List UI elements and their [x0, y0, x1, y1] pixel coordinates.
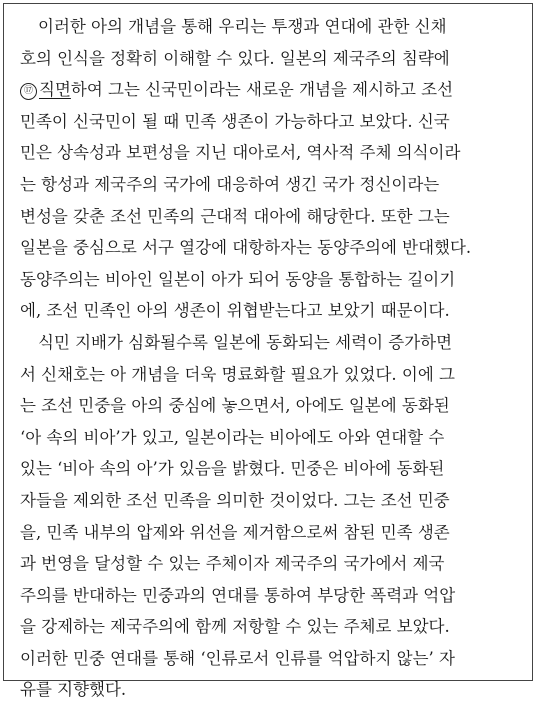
p1-line-10: 에, 조선 민족인 아의 생존이 위협받는다고 보았기 때문이다. [20, 301, 450, 321]
underlined-word: 직면 [39, 80, 71, 100]
p1-line-5: 민은 상속성과 보편성을 지닌 대아로서, 역사적 주체 의식이라 [20, 143, 461, 163]
underline-marker-17: ⑰ [20, 83, 37, 100]
p2-line-7: 을, 민족 내부의 압제와 위선을 제거함으로써 참된 민족 생존 [20, 522, 450, 542]
p2-line-12: 유를 지향했다. [20, 680, 127, 700]
p2-line-11: 이러한 민중 연대를 통해 ‘인류로서 인류를 억압하지 않는’ 자 [20, 648, 455, 668]
p2-line-1: 식민 지배가 심화될수록 일본에 동화되는 세력이 증가하면 [38, 332, 453, 352]
p2-line-6: 자들을 제외한 조선 민족을 의미한 것이었다. 그는 조선 민중 [20, 490, 450, 510]
p1-line-7: 변성을 갖춘 조선 민족의 근대적 대아에 해당한다. 또한 그는 [20, 206, 450, 226]
p2-line-8: 과 번영을 달성할 수 있는 주체이자 제국주의 국가에서 제국 [20, 554, 445, 574]
p2-line-10: 을 강제하는 제국주의에 함께 저항할 수 있는 주체로 보았다. [20, 617, 450, 637]
p1-line-3 [20, 74, 530, 106]
passage-box [3, 3, 533, 700]
p1-line-9: 동양주의는 비아인 일본이 아가 되어 동양을 통합하는 길이기 [20, 269, 456, 289]
p1-line-3-rest: 하여 그는 신국민이라는 새로운 개념을 제시하고 조선 [70, 80, 454, 100]
passage-text [20, 11, 530, 706]
p1-line-4: 민족이 신국민이 될 때 민족 생존이 가능하다고 보았다. 신국 [20, 111, 450, 131]
p2-line-2: 서 신채호는 아 개념을 더욱 명료화할 필요가 있었다. 이에 그 [20, 364, 455, 384]
p1-line-8: 일본을 중심으로 서구 열강에 대항하자는 동양주의에 반대했다. [20, 238, 472, 258]
p2-line-5: 있는 ‘비아 속의 아’가 있음을 밝혔다. 민중은 비아에 동화된 [20, 459, 445, 479]
p1-line-2: 호의 인식을 정확히 이해할 수 있다. 일본의 제국주의 침략에 [20, 48, 450, 68]
p2-line-3: 는 조선 민중을 아의 중심에 놓으면서, 아에도 일본에 동화된 [20, 396, 450, 416]
p2-line-4: ‘아 속의 비아’가 있고, 일본이라는 비아에도 아와 연대할 수 [20, 427, 445, 447]
p2-line-9: 주의를 반대하는 민중과의 연대를 통하여 부당한 폭력과 억압 [20, 585, 456, 605]
p1-line-1: 이러한 아의 개념을 통해 우리는 투쟁과 연대에 관한 신채 [38, 17, 447, 36]
p1-line-6: 는 항성과 제국주의 국가에 대응하여 생긴 국가 정신이라는 [20, 174, 440, 194]
